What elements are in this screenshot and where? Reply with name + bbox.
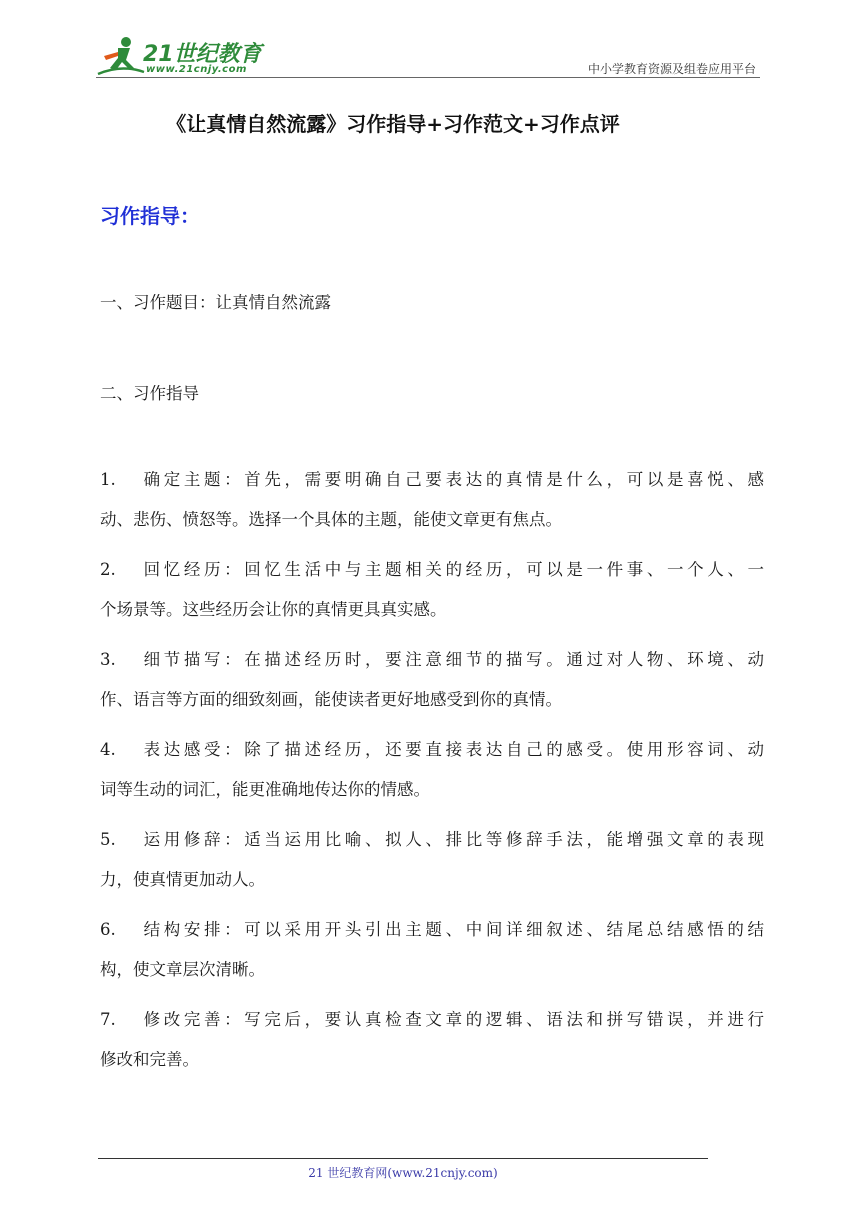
- guide-item-line: 个场景等。这些经历会让你的真情更具真实感。: [100, 600, 447, 619]
- guide-item-line: 6. 结构安排：可以采用开头引出主题、中间详细叙述、结尾总结感悟的结: [100, 910, 764, 950]
- guide-item-2: [100, 550, 764, 630]
- item-number: 5.: [100, 830, 116, 849]
- guide-item-line: 4. 表达感受：除了描述经历，还要直接表达自己的感受。使用形容词、动: [100, 730, 764, 770]
- item-number: 1.: [100, 470, 116, 489]
- guide-item-line: 修改和完善。: [100, 1050, 199, 1069]
- guide-item-6: [100, 910, 764, 990]
- guide-item-7: [100, 1000, 764, 1080]
- guide-item-line: 动、悲伤、愤怒等。选择一个具体的主题，能使文章更有焦点。: [100, 510, 562, 529]
- topic-line: 一、习作题目：让真情自然流露: [100, 293, 331, 312]
- guide-heading: 二、习作指导: [100, 384, 199, 403]
- guide-item-line: 2. 回忆经历：回忆生活中与主题相关的经历，可以是一件事、一个人、一: [100, 550, 764, 590]
- guide-item-line: 作、语言等方面的细致刻画，能使读者更好地感受到你的真情。: [100, 690, 562, 709]
- guide-item-line: 5. 运用修辞：适当运用比喻、拟人、排比等修辞手法，能增强文章的表现: [100, 820, 764, 860]
- item-number: 7.: [100, 1010, 116, 1029]
- footer-divider: [98, 1158, 708, 1159]
- logo-url: www.21cnjy.com: [146, 64, 247, 75]
- section-heading: 习作指导：: [100, 204, 200, 228]
- guide-item-line: 构，使文章层次清晰。: [100, 960, 265, 979]
- document-title: 《让真情自然流露》习作指导+习作范文+习作点评: [166, 112, 620, 136]
- guide-item-3: [100, 640, 764, 720]
- guide-item-4: [100, 730, 764, 810]
- item-number: 2.: [100, 560, 116, 579]
- runner-logo-icon: [96, 34, 146, 78]
- item-number: 3.: [100, 650, 116, 669]
- guide-item-line: 1. 确定主题：首先，需要明确自己要表达的真情是什么，可以是喜悦、感: [100, 460, 764, 500]
- header-divider: [96, 77, 760, 78]
- logo: [96, 34, 266, 78]
- guide-item-1: [100, 460, 764, 540]
- footer-text: 21 世纪教育网(www.21cnjy.com): [308, 1166, 498, 1180]
- guide-item-line: 力，使真情更加动人。: [100, 870, 265, 889]
- guide-item-line: 3. 细节描写：在描述经历时，要注意细节的描写。通过对人物、环境、动: [100, 640, 764, 680]
- item-number: 4.: [100, 740, 116, 759]
- logo-text: 21世纪教育: [143, 42, 262, 67]
- item-number: 6.: [100, 920, 116, 939]
- header-platform-text: 中小学教育资源及组卷应用平台: [587, 62, 756, 76]
- page-header: [96, 34, 760, 78]
- guide-item-5: [100, 820, 764, 900]
- guide-item-line: 词等生动的词汇，能更准确地传达你的情感。: [100, 780, 430, 799]
- guide-item-line: 7. 修改完善：写完后，要认真检查文章的逻辑、语法和拼写错误，并进行: [100, 1000, 764, 1040]
